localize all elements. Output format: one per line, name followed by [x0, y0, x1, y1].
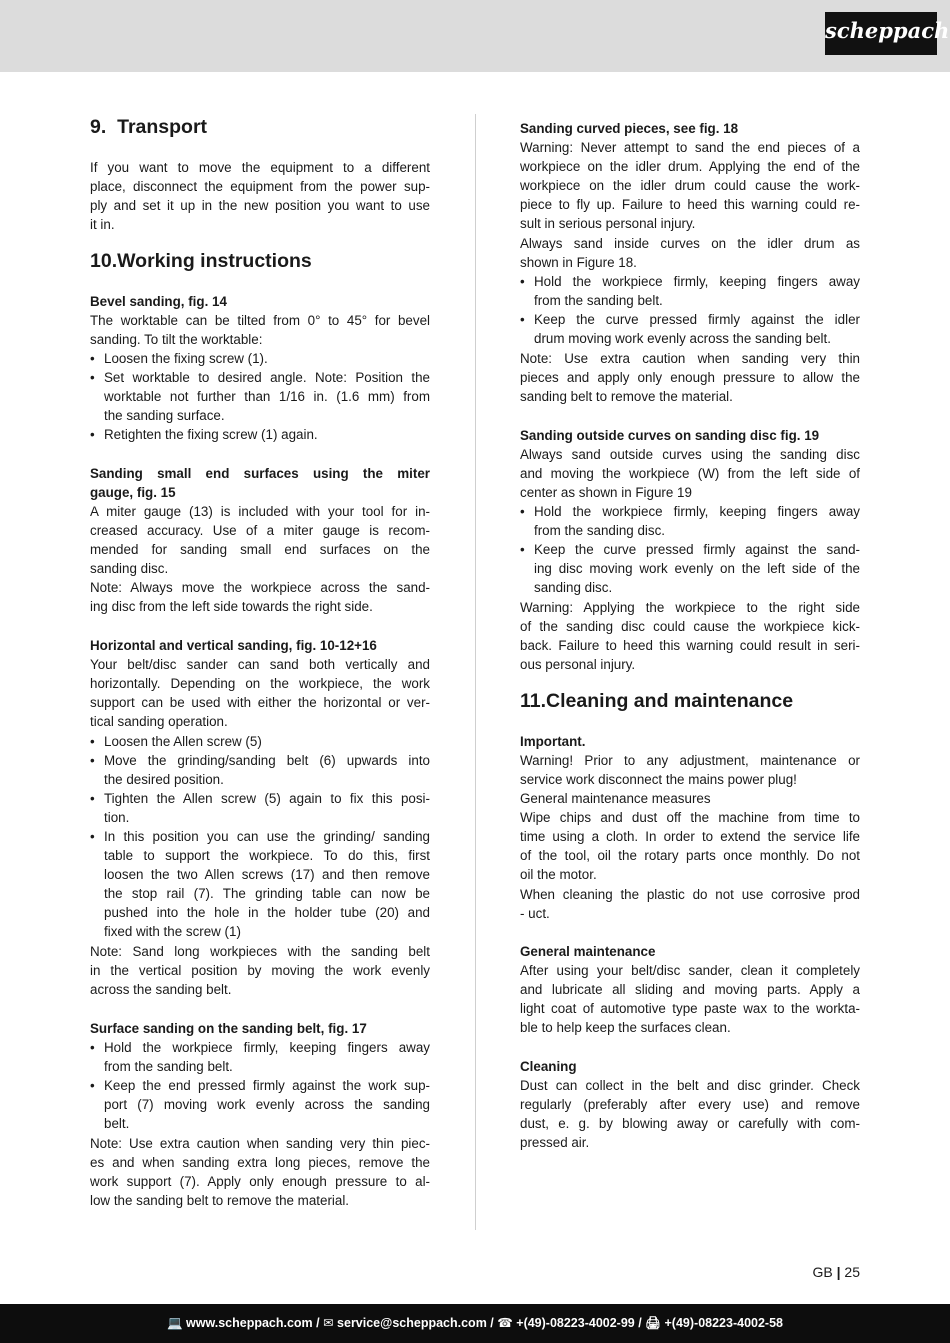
text-line: A miter gauge (13) is included with your tool for in- [90, 504, 430, 519]
text-line: pieces and apply only enough pressure to allow the [520, 370, 860, 385]
page-number-value: 25 [844, 1264, 860, 1280]
text-line: Warning: Applying the workpiece to the right side [520, 600, 860, 615]
list-item-text: port (7) moving work evenly across the sanding [104, 1097, 430, 1112]
bullet: • [90, 370, 95, 385]
section-working-heading [90, 248, 312, 274]
bullet: • [520, 504, 525, 519]
bullet: • [520, 274, 525, 289]
section-number: 10. [90, 250, 118, 272]
text-line: low the sanding belt to remove the material. [90, 1193, 350, 1208]
text-line: Warning: Never attempt to sand the end pieces of a [520, 140, 860, 155]
list-item-text: belt. [104, 1116, 130, 1131]
text-line: place, disconnect the equipment from the power sup- [90, 179, 430, 194]
text-line: Wipe chips and dust off the machine from time to [520, 810, 860, 825]
list-item-text: Set worktable to desired angle. Note: Position the [104, 370, 430, 385]
text-line: mended for sanding small end surfaces on the [90, 542, 430, 557]
text-line: support can be used with either the horizontal or ver- [90, 695, 430, 710]
list-item-text: Loosen the Allen screw (5) [104, 734, 262, 749]
text-line: pressed air. [520, 1135, 590, 1150]
text-line: in the vertical position by moving the work evenly [90, 963, 430, 978]
list-item-text: Move the grinding/sanding belt (6) upwards into [104, 753, 430, 768]
text-line: and moving the workpiece (W) from the left side of [520, 466, 860, 481]
list-item-text: Hold the workpiece firmly, keeping fingers away [104, 1040, 430, 1055]
text-line: shown in Figure 18. [520, 255, 637, 270]
section-transport-heading [90, 114, 207, 140]
list-item-text: In this position you can use the grinding/ sanding [104, 829, 430, 844]
text-line: dust, e. g. by blowing away or carefully with com- [520, 1116, 860, 1131]
list-item-text: loosen the two Allen screws (17) and then remove [104, 867, 430, 882]
text-line: of the sanding disc could cause the workpiece kick- [520, 619, 860, 634]
text-line: ing disc from the left side towards the right side. [90, 599, 373, 614]
subheading-cleaning: Cleaning [520, 1059, 577, 1074]
subheading-horizontal: Horizontal and vertical sanding, fig. 10-12+16 [90, 638, 377, 653]
list-item-text: Keep the curve pressed firmly against the sand- [534, 542, 860, 557]
text-line: horizontally. Depending on the workpiece, the work [90, 676, 430, 691]
list-item-text: tion. [104, 810, 130, 825]
section-title: Cleaning and maintenance [546, 690, 794, 712]
text-line: If you want to move the equipment to a different [90, 160, 430, 175]
subheading-important: Important. [520, 734, 586, 749]
text-line: Note: Always move the workpiece across the sand- [90, 580, 430, 595]
text-line: sanding belt to remove the material. [520, 389, 733, 404]
list-item-text: table to support the workpiece. To do this, first [104, 848, 430, 863]
bullet: • [90, 791, 95, 806]
brand-logo-text: scheppach [825, 18, 950, 43]
list-item-text: Keep the curve pressed firmly against the idler [534, 312, 860, 327]
text-line: creased accuracy. Use of a miter gauge is recom- [90, 523, 430, 538]
list-item-text: Tighten the Allen screw (5) again to fix this posi- [104, 791, 430, 806]
list-item-text: the sanding surface. [104, 408, 225, 423]
text-line: tical sanding operation. [90, 714, 228, 729]
bullet: • [520, 542, 525, 557]
list-item-text: from the sanding belt. [104, 1059, 233, 1074]
text-line: light coat of automotive type paste wax to the workta- [520, 1001, 860, 1016]
text-line: service work disconnect the mains power plug! [520, 772, 797, 787]
list-item-text: Hold the workpiece firmly, keeping fingers away [534, 274, 860, 289]
bullet: • [90, 351, 95, 366]
text-line: and lubricate all sliding and moving parts. Apply a [520, 982, 860, 997]
text-line: ble to help keep the surfaces clean. [520, 1020, 731, 1035]
page-lang: GB [812, 1264, 833, 1280]
section-number: 9. [90, 116, 107, 138]
page-number: GB | 25 [812, 1264, 860, 1280]
text-line: sanding disc. [90, 561, 169, 576]
text-line: center as shown in Figure 19 [520, 485, 692, 500]
subheading-general: General maintenance [520, 944, 656, 959]
text-line: Note: Use extra caution when sanding very thin [520, 351, 860, 366]
bullet: • [90, 829, 95, 844]
section-title: Transport [117, 116, 208, 138]
text-line: Always sand inside curves on the idler drum as [520, 236, 860, 251]
text-line: of the tool, oil the rotary parts once monthly. Do not [520, 848, 860, 863]
text-line: work support (7). Apply only enough pressure to al- [90, 1174, 430, 1189]
subheading-miter: Sanding small end surfaces using the miter [90, 466, 430, 481]
text-line: - uct. [520, 906, 550, 921]
subheading-outside: Sanding outside curves on sanding disc fig. 19 [520, 428, 820, 443]
text-line: ply and set it up in the new position you want to use [90, 198, 430, 213]
text-line: oil the motor. [520, 867, 597, 882]
list-item-text: fixed with the screw (1) [104, 924, 241, 939]
text-line: time using a cloth. In order to extend the service life [520, 829, 860, 844]
bullet: • [90, 427, 95, 442]
list-item-text: from the sanding disc. [534, 523, 665, 538]
text-line: Dust can collect in the belt and disc grinder. Check [520, 1078, 860, 1093]
text-line: piece to fly up. Failure to heed this warning could re- [520, 197, 860, 212]
text-line: The worktable can be tilted from 0° to 45° for bevel [90, 313, 430, 328]
text-line: it in. [90, 217, 115, 232]
text-line: regularly (preferably after every use) and remove [520, 1097, 860, 1112]
subheading-curved: Sanding curved pieces, see fig. 18 [520, 121, 739, 136]
text-line: back. Failure to heed this warning could result in seri- [520, 638, 860, 653]
section-cleaning-heading [520, 688, 793, 714]
brand-logo [825, 12, 950, 55]
bullet: • [90, 1078, 95, 1093]
text-line: sanding. To tilt the worktable: [90, 332, 263, 347]
list-item-text: from the sanding belt. [534, 293, 663, 308]
list-item-text: the stop rail (7). The grinding table can now be [104, 886, 430, 901]
text-line: When cleaning the plastic do not use corrosive prod [520, 887, 860, 902]
text-line: Always sand outside curves using the sanding disc [520, 447, 860, 462]
subheading-bevel: Bevel sanding, fig. 14 [90, 294, 227, 309]
list-item-text: Hold the workpiece firmly, keeping fingers away [534, 504, 860, 519]
list-item-text: the desired position. [104, 772, 224, 787]
bullet: • [90, 753, 95, 768]
bullet: • [90, 1040, 95, 1055]
text-line: sult in serious personal injury. [520, 216, 696, 231]
text-line: Your belt/disc sander can sand both vertically and [90, 657, 430, 672]
list-item-text: ing disc moving work evenly on the left side of the [534, 561, 860, 576]
subheading-miter: gauge, fig. 15 [90, 485, 176, 500]
text-line: General maintenance measures [520, 791, 711, 806]
text-line: workpiece on the idler drum. Applying the end of the [520, 159, 860, 174]
text-line: After using your belt/disc sander, clean it completely [520, 963, 860, 978]
subheading-surface: Surface sanding on the sanding belt, fig. 17 [90, 1021, 367, 1036]
list-item-text: sanding disc. [534, 580, 613, 595]
text-line: es and when sanding extra long pieces, remove the [90, 1155, 430, 1170]
page-footer [0, 1304, 950, 1343]
text-line: Note: Use extra caution when sanding very thin piec- [90, 1136, 430, 1151]
list-item-text: Retighten the fixing screw (1) again. [104, 427, 318, 442]
section-title: Working instructions [117, 250, 312, 272]
list-item-text: Keep the end pressed firmly against the work sup- [104, 1078, 430, 1093]
page-header [0, 0, 950, 72]
column-divider [475, 114, 476, 1230]
list-item-text: Loosen the fixing screw (1). [104, 351, 268, 366]
list-item-text: worktable not further than 1/16 in. (1.6 mm) from [104, 389, 430, 404]
text-line: Note: Sand long workpieces with the sanding belt [90, 944, 430, 959]
bullet: • [520, 312, 525, 327]
footer-contact: 💻 www.scheppach.com / ✉ service@scheppach.com / ☎ +(49)-08223-4002-99 / 🖨 +(49)-08223-4002-58 [166, 1316, 783, 1330]
section-number: 11. [520, 690, 547, 712]
list-item-text: drum moving work evenly across the sanding belt. [534, 331, 831, 346]
text-line: workpiece on the idler drum could cause the work- [520, 178, 860, 193]
bullet: • [90, 734, 95, 749]
text-line: Warning! Prior to any adjustment, maintenance or [520, 753, 860, 768]
list-item-text: pushed into the hole in the holder tube (20) and [104, 905, 430, 920]
text-line: across the sanding belt. [90, 982, 232, 997]
text-line: ous personal injury. [520, 657, 636, 672]
